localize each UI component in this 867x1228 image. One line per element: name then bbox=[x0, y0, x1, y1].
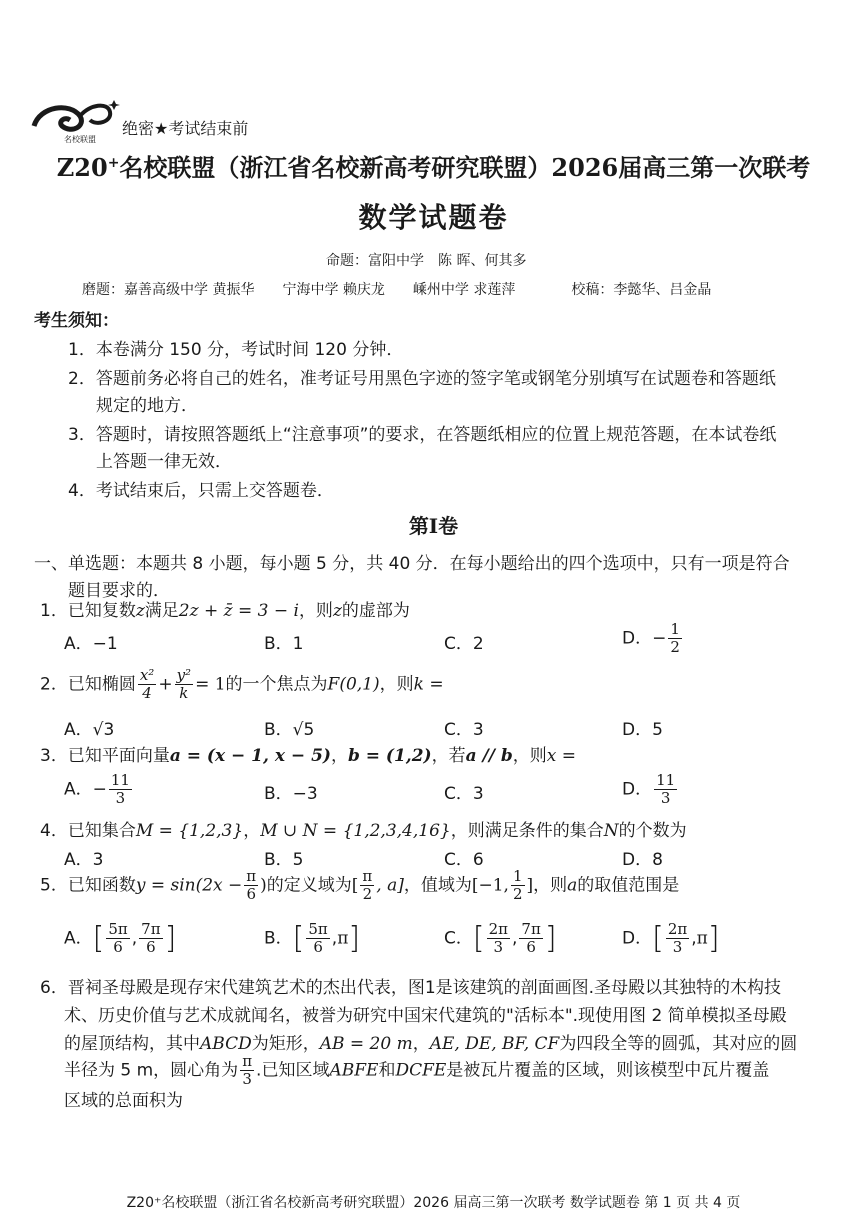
q3-option-a: A．− $\frac{11}{3}$ bbox=[64, 771, 130, 807]
q3-option-c: C．3 bbox=[444, 784, 484, 804]
part-one-heading: 第Ⅰ卷 bbox=[408, 514, 459, 538]
section-1-line-1: 一、单选题：本题共 8 小题，每小题 5 分，共 40 分．在每小题给出的四个选项中，只有一项是符合 bbox=[34, 554, 790, 574]
notice-item-1: 1．本卷满分 150 分，考试时间 120 分钟． bbox=[68, 340, 404, 360]
title-superscript: + bbox=[107, 155, 120, 171]
notice-item-2: 2．答题前务必将自己的姓名，准考证号用黑色字迹的签字笔或钢笔分别填写在试题卷和答题纸 bbox=[68, 369, 776, 389]
notice-item-4: 4．考试结束后，只需上交答题卷． bbox=[68, 481, 334, 501]
page-footer: Z20⁺名校联盟（浙江省名校新高考研究联盟）2026 届高三第一次联考 数学试题卷 第 1 页 共 4 页 bbox=[126, 1195, 741, 1211]
question-6-line-1: 6．晋祠圣母殿是现存宋代建筑艺术的杰出代表，图1是该建筑的剖面画图.圣母殿以其独特的木构技 bbox=[40, 978, 782, 998]
q3-option-b: B．−3 bbox=[264, 784, 318, 804]
question-6-line-5: 区域的总面积为 bbox=[64, 1091, 183, 1111]
notice-item-3-cont: 上答题一律无效． bbox=[96, 452, 232, 472]
notice-item-3: 3．答题时，请按照答题纸上“注意事项”的要求，在答题纸相应的位置上规范答题，在本试卷纸 bbox=[68, 425, 777, 445]
question-4-stem: 4．已知集合M = {1,2,3}，M ∪ N = {1,2,3,4,16}，则满足条件的集合N的个数为 bbox=[40, 821, 687, 841]
q1-option-a: A．−1 bbox=[64, 634, 118, 654]
question-6-line-4: 半径为 5 m，圆心角为 $\frac{\pi}{3}$ .已知区域ABFE和DCFE是被瓦片覆盖的区域，则该模型中瓦片覆盖 bbox=[64, 1052, 770, 1088]
q3-option-d: D． $\frac{11}{3}$ bbox=[622, 771, 676, 807]
q4-option-c: C．6 bbox=[444, 850, 484, 870]
q1-equation: 2z + z̄ = 3 − i bbox=[178, 601, 299, 621]
q2-option-c: C．3 bbox=[444, 720, 484, 740]
question-3-stem: 3．已知平面向量a = (x − 1, x − 5)，b = (1,2)，若a // b，则x = bbox=[40, 746, 577, 766]
question-1-stem: 1．已知复数z满足2z + z̄ = 3 − i，则z的虚部为 bbox=[40, 601, 410, 621]
question-6-line-2: 术、历史价值与艺术成就闻名，被誉为研究中国宋代建筑的"活标本".现使用图 2 简单模拟圣母殿 bbox=[64, 1006, 787, 1026]
q4-option-d: D．8 bbox=[622, 850, 663, 870]
question-2-stem: 2．已知椭圆 $\frac{\text{x²}}{4}$ + $\frac{\text{y²}}{k}$ = 1的一个焦点为F(0,1)，则k = bbox=[40, 666, 444, 702]
logo-text: 名校联盟 bbox=[64, 135, 96, 144]
q4-option-b: B．5 bbox=[264, 850, 304, 870]
q5-option-d: D．[ $\frac{2\pi}{3}$ ,π] bbox=[622, 920, 720, 956]
subject-title: 数学试题卷 bbox=[358, 201, 509, 234]
q5-option-a: A．[ $\frac{5\pi}{6}$ , $\frac{7\pi}{6}$ ] bbox=[64, 920, 177, 956]
exam-header-title bbox=[0, 148, 867, 183]
q1-option-c: C．2 bbox=[444, 634, 484, 654]
q5-option-b: B．[ $\frac{5\pi}{6}$ ,π] bbox=[264, 920, 361, 956]
q2-option-d: D．5 bbox=[622, 720, 663, 740]
alliance-logo bbox=[30, 96, 120, 146]
title-main: 名校联盟（浙江省名校新高考研究联盟）2026届高三第一次联考 bbox=[119, 153, 811, 182]
notice-item-2-cont: 规定的地方． bbox=[96, 396, 198, 416]
q2-option-b: B．√5 bbox=[264, 720, 315, 740]
q5-option-c: C．[ $\frac{2\pi}{3}$ , $\frac{7\pi}{6}$ ] bbox=[444, 920, 557, 956]
q4-option-a: A．3 bbox=[64, 850, 104, 870]
reviewers-line: 磨题：嘉善高级中学 黄振华 宁海中学 赖庆龙 嵊州中学 求莲萍 校稿：李懿华、吕金晶 bbox=[82, 282, 712, 298]
confidential-label: 绝密★考试结束前 bbox=[122, 119, 249, 138]
q2-option-a: A．√3 bbox=[64, 720, 115, 740]
q1-option-b: B．1 bbox=[264, 634, 304, 654]
question-6-line-3: 的屋顶结构，其中ABCD为矩形，AB = 20 m，AE, DE, BF, CF为四段全等的圆弧，其对应的圆 bbox=[64, 1034, 798, 1054]
logo-swirl-icon bbox=[30, 96, 120, 146]
q1-option-d: D．− $\frac{1}{2}$ bbox=[622, 620, 680, 656]
question-5-stem: 5．已知函数y = sin(2x − $\frac{\pi}{6}$ )的定义域为[ $\frac{\pi}{2}$ , a]，值域为[−1, $\frac{1}{2}$ ]，则a的取值范围是 bbox=[40, 867, 680, 903]
authors-line: 命题：富阳中学 陈 晖、何其多 bbox=[326, 253, 527, 269]
title-prefix: Z20 bbox=[56, 153, 108, 182]
notice-heading: 考生须知： bbox=[34, 311, 119, 331]
section-1-line-2: 题目要求的． bbox=[68, 581, 170, 601]
